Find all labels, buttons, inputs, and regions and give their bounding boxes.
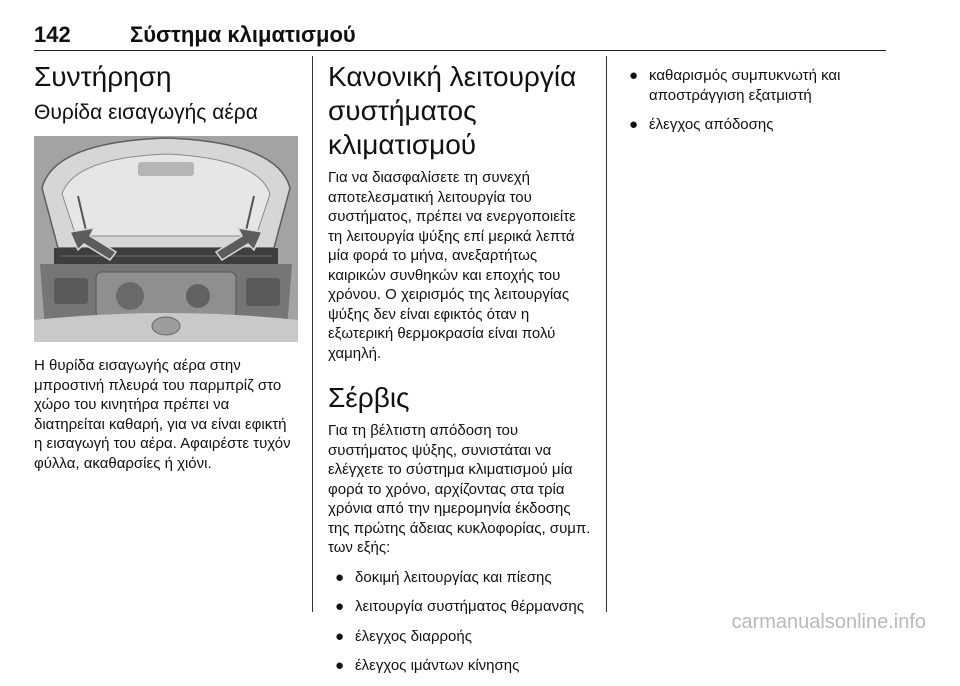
- service-checklist: [328, 568, 592, 676]
- list-item: ● έλεγχος διαρροής: [335, 627, 472, 645]
- site-watermark: carmanualsonline.info: [731, 611, 926, 633]
- column-2: [328, 60, 592, 686]
- bullet-icon: ●: [335, 627, 345, 645]
- normal-operation-paragraph: Για να διασφαλίσετε τη συνεχή αποτελεσματική λειτουργία του συστήματος, πρέπει να ενεργοποιείτε τη λειτουργία ψύξης επί μερικά λεπτά μία φορά το μήνα, ανεξαρτήτως καιρικών συνθηκών και εποχής του χρόνου. Ο χειρισμός της λειτουργίας ψύξης δεν είναι εφικτός όταν η εξωτερική θερμοκρασία είναι πολύ χαμηλή.: [328, 169, 576, 362]
- page-number: 142: [34, 22, 71, 47]
- list-item: ● έλεγχος απόδοσης: [629, 116, 774, 133]
- normal-operation-heading: Κανονική λειτουργία συστήματος κλιματισμού: [328, 61, 577, 160]
- list-item: ● λειτουργία συστήματος θέρμανσης: [335, 598, 584, 615]
- column-1: [34, 60, 298, 473]
- page-header: [34, 22, 886, 52]
- service-checklist-continued: [622, 66, 892, 135]
- list-item: ● δοκιμή λειτουργίας και πίεσης: [335, 568, 552, 586]
- engine-bay-photo-icon: [34, 136, 298, 342]
- chapter-title: Σύστημα κλιματισμού: [130, 22, 356, 47]
- list-item: ● καθαρισμός συμπυκνωτή και αποστράγγιση εξατμιστή: [629, 67, 841, 104]
- bullet-icon: ●: [335, 568, 345, 586]
- header-divider: [34, 50, 886, 51]
- bullet-icon: ●: [335, 598, 345, 615]
- bullet-icon: ●: [629, 67, 639, 84]
- list-item: ● έλεγχος ιμάντων κίνησης: [335, 657, 520, 674]
- bullet-icon: ●: [335, 657, 345, 674]
- section-title: Συντήρηση: [34, 61, 172, 92]
- air-intake-heading: Θυρίδα εισαγωγής αέρα: [34, 101, 258, 124]
- column-3: [622, 60, 892, 145]
- service-heading: Σέρβις: [328, 382, 410, 413]
- column-divider-2: [606, 56, 607, 612]
- bullet-icon: ●: [629, 116, 639, 133]
- air-intake-paragraph: Η θυρίδα εισαγωγής αέρα στην μπροστινή πλευρά του παρμπρίζ στο χώρο του κινητήρα πρέπει να διατηρείται καθαρή, για να είναι εφικτή η εισαγωγή του αέρα. Αφαιρέστε τυχόν φύλλα, ακαθαρσίες ή χιόνι.: [34, 357, 291, 472]
- column-divider-1: [312, 56, 313, 612]
- service-paragraph: Για τη βέλτιστη απόδοση του συστήματος ψύξης, συνιστάται να ελέγχετε το σύστημα κλιματισμού μία φορά το χρόνο, αρχίζοντας στα τρία χρόνια από την ημερομηνία έκδοσης της πρώτης άδειας κυκλοφορίας, συμπ. των εξής:: [328, 422, 591, 556]
